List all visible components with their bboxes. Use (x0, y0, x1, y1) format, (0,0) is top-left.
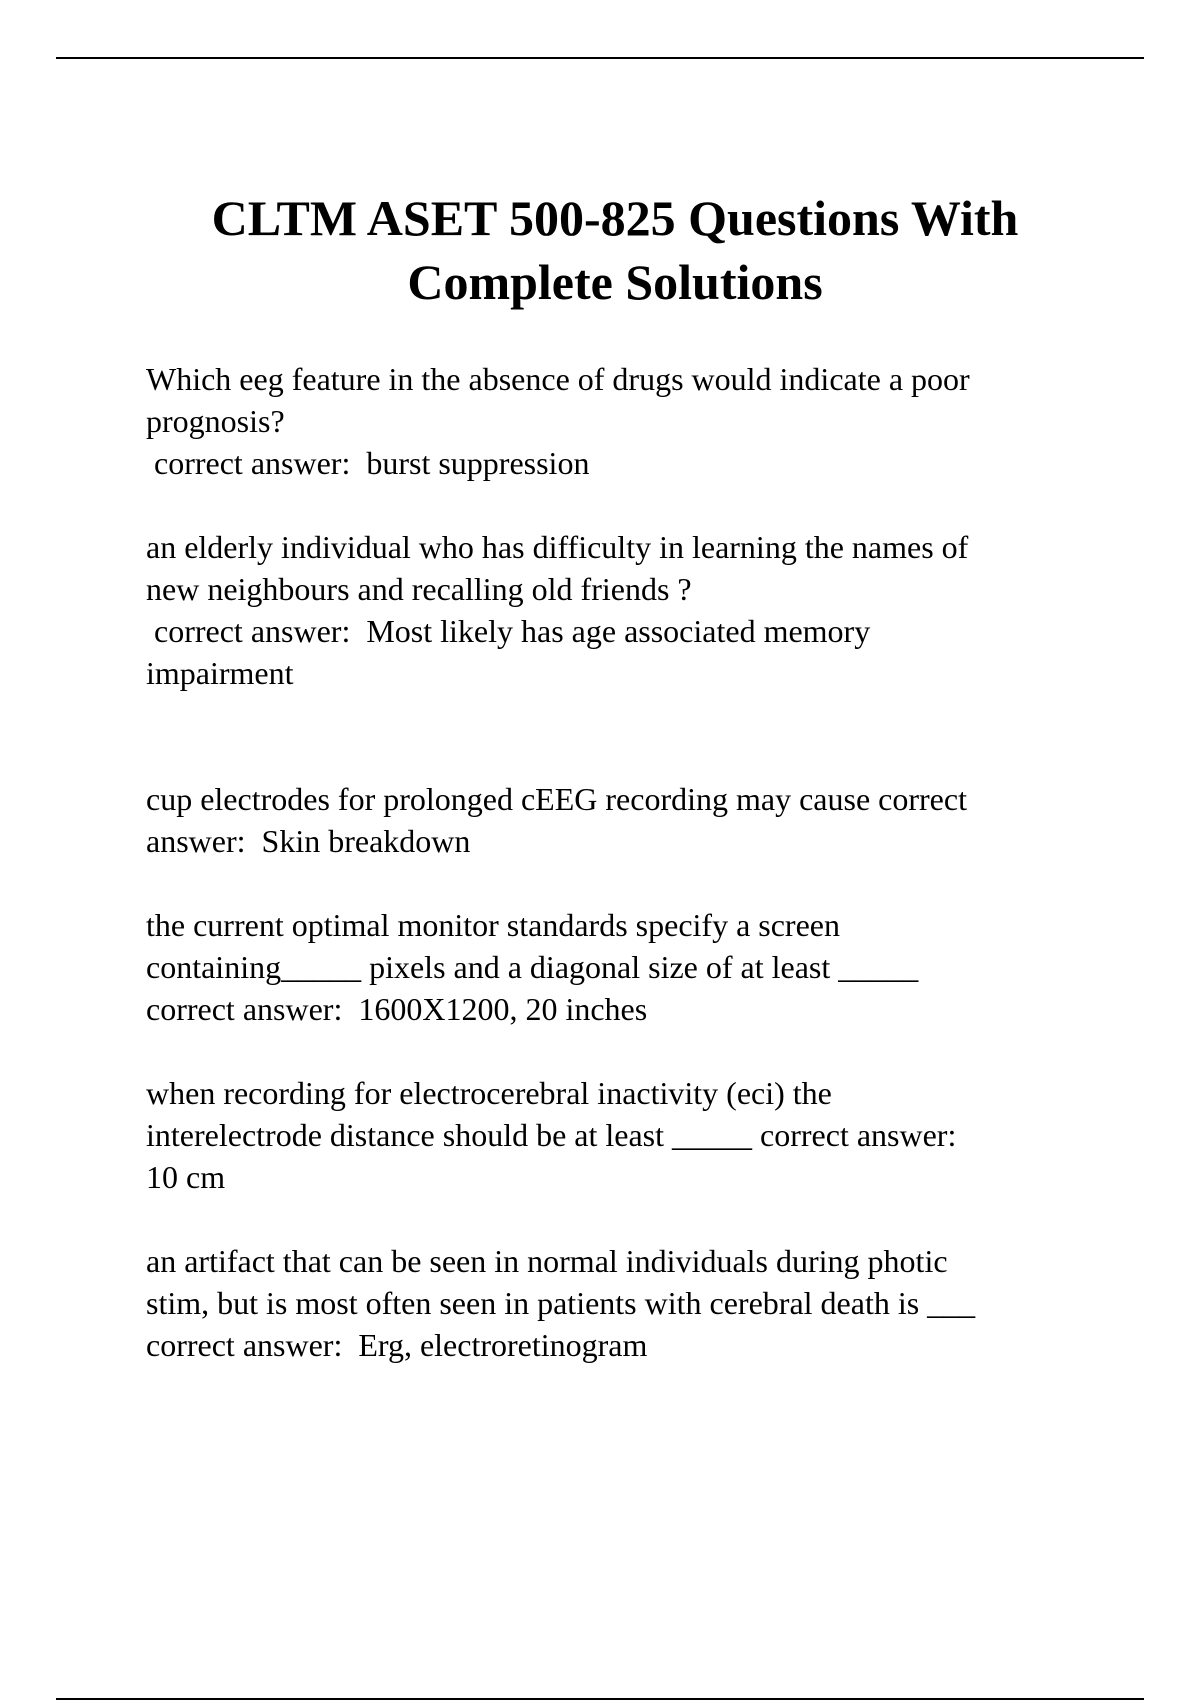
answer-text-line: impairment (146, 655, 294, 691)
question-text-line: the current optimal monitor standards specify a screen (146, 907, 840, 943)
question-text-line: new neighbours and recalling old friends ? (146, 571, 692, 607)
document-title (130, 186, 1100, 314)
answer-text-line: correct answer: burst suppression (146, 445, 590, 481)
question-item-4 (146, 904, 1101, 1030)
question-item-5 (146, 1072, 1101, 1198)
answer-text-line: correct answer: Erg, electroretinogram (146, 1327, 648, 1363)
question-item-2 (146, 526, 1101, 694)
question-text-line: interelectrode distance should be at least _____ correct answer: (146, 1117, 957, 1153)
top-divider (56, 57, 1144, 59)
answer-text-line: correct answer: 1600X1200, 20 inches (146, 991, 648, 1027)
title-line-1: CLTM ASET 500-825 Questions With (211, 190, 1019, 246)
question-item-3 (146, 778, 1101, 862)
question-text-line: containing_____ pixels and a diagonal size of at least _____ (146, 949, 919, 985)
question-item-1 (146, 358, 1101, 484)
question-text-line: an elderly individual who has difficulty in learning the names of (146, 529, 969, 565)
question-item-6 (146, 1240, 1101, 1366)
title-line-2: Complete Solutions (407, 254, 823, 310)
question-text-line: prognosis? (146, 403, 285, 439)
question-list (146, 358, 1101, 1366)
question-text-line: stim, but is most often seen in patients with cerebral death is ___ (146, 1285, 976, 1321)
answer-text-line: answer: Skin breakdown (146, 823, 471, 859)
question-text-line: when recording for electrocerebral inactivity (eci) the (146, 1075, 832, 1111)
question-text-line: an artifact that can be seen in normal individuals during photic (146, 1243, 948, 1279)
answer-text-line: 10 cm (146, 1159, 226, 1195)
answer-text-line: correct answer: Most likely has age associated memory (146, 613, 871, 649)
question-text-line: cup electrodes for prolonged cEEG recording may cause correct (146, 781, 967, 817)
question-text-line: Which eeg feature in the absence of drugs would indicate a poor (146, 361, 970, 397)
